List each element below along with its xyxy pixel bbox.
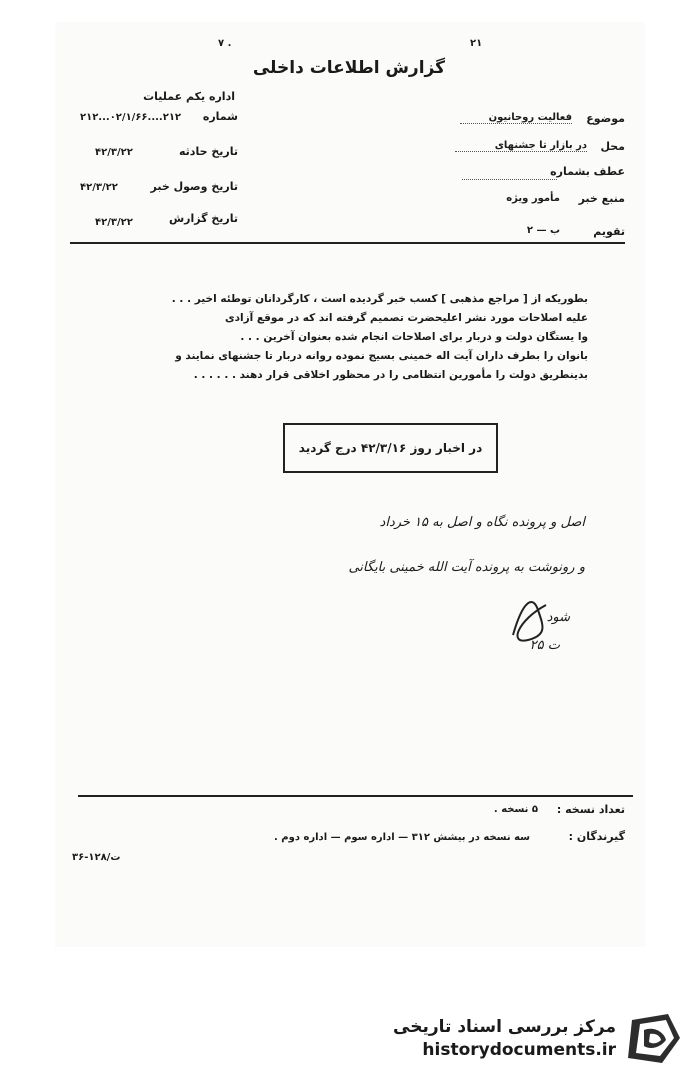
location-value: در بازار تا جشنهای	[455, 140, 587, 152]
recipients-label: گیرندگان :	[568, 830, 625, 843]
top-mark: ۷ .	[218, 38, 232, 49]
handwritten-initials: ت ۲۵	[529, 638, 560, 653]
body-line: بطوریکه از [ مراجع مذهبی ] کسب خبر گردیده است ، کارگردانان توطئه اخیر . . .	[171, 293, 588, 305]
incident-date-label: تاریخ حادثه	[179, 145, 238, 158]
reference-value	[462, 167, 557, 180]
copies-value: ۵ نسخه .	[493, 804, 538, 815]
body-line: بدینطریق دولت را مأمورین انتظامی را در محظور اخلاقی قرار دهند . . . . . .	[193, 369, 588, 381]
body-line: علیه اصلاحات مورد نشر اعلیحضرت تصمیم گرفته اند که در موقع آزادی	[224, 312, 588, 324]
report-date-label: تاریخ گزارش	[168, 212, 238, 225]
document-code: ۳۶-۱۲۸/ت	[72, 852, 121, 863]
site-url: historydocuments.ir	[422, 1040, 616, 1060]
org-name: مرکز بررسی اسناد تاریخی	[393, 1017, 616, 1037]
handwritten-signature: شود	[546, 610, 570, 625]
number-value: ۲۱۲...۰۲/۱/۶۶....۲۱۲	[80, 112, 182, 123]
copies-label: تعداد نسخه :	[556, 803, 625, 816]
rating-value: ب — ۲	[526, 225, 560, 236]
signature-scribble	[508, 590, 553, 650]
source-label: منبع خبر	[578, 192, 625, 205]
receipt-date-value: ۴۲/۳/۲۲	[80, 182, 118, 193]
stamp-text: در اخبار روز ۴۲/۳/۱۶ درج گردید	[298, 441, 483, 455]
report-date-value: ۴۲/۳/۲۲	[95, 217, 133, 228]
number-label: شماره	[202, 110, 238, 123]
archive-stamp	[283, 423, 498, 473]
body-line: بانوان را بطرف داران آیت اله خمینی بسیج نموده روانه دربار تا جشنهای نمایند و	[175, 350, 588, 362]
department-name: اداره یکم عملیات	[143, 90, 235, 103]
page-mark: ۲۱	[470, 38, 483, 49]
reference-label: عطف بشماره	[550, 165, 625, 178]
source-value: مأمور ویژه	[506, 193, 560, 204]
receipt-date-label: تاریخ وصول خبر	[150, 180, 238, 193]
recipients-value: سه نسخه در بیشش ۳۱۲ — اداره سوم — اداره دوم .	[274, 832, 530, 843]
handwritten-note-2: و رونوشت به پرونده آیت الله خمینی بایگانی	[348, 560, 585, 575]
footer-divider	[78, 795, 633, 797]
subject-label: موضوع	[586, 112, 625, 125]
handwritten-note-1: اصل و پرونده نگاه و اصل به ۱۵ خرداد	[379, 515, 585, 530]
subject-value: فعالیت روحانیون	[460, 112, 572, 124]
location-label: محل	[600, 140, 625, 153]
archive-logo-icon	[620, 1008, 690, 1068]
incident-date-value: ۴۲/۳/۲۲	[95, 147, 133, 158]
report-title: گزارش اطلاعات داخلی	[252, 58, 445, 78]
rating-label: تقویم	[593, 225, 625, 238]
header-divider	[70, 242, 625, 244]
body-line: وا یستگان دولت و دربار برای اصلاحات انجام شده بعنوان آخرین . . .	[240, 331, 588, 343]
report-body	[118, 290, 588, 385]
